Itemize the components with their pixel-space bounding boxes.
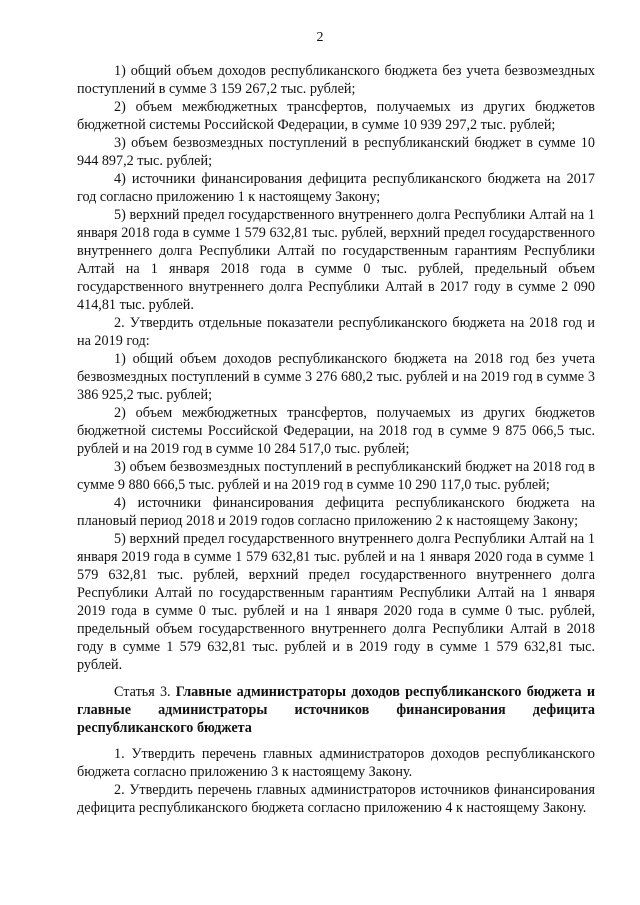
paragraph-deficit-sources-2018-2019: 4) источники финансирования дефицита республиканского бюджета на плановый период 2018 и 2019 годов согласно приложению 2 к настоящему Закону; bbox=[77, 495, 595, 529]
document-body bbox=[77, 62, 595, 817]
article-heading bbox=[77, 683, 595, 737]
paragraph-gratuitous-receipts-2018-2019: 3) объем безвозмездных поступлений в республиканский бюджет на 2018 год в сумме 9 880 666,5 тыс. рублей и на 2019 год в сумме 10 290 117,0 тыс. рублей; bbox=[77, 459, 595, 493]
paragraph-revenue-administrators: 1. Утвердить перечень главных администраторов доходов республиканского бюджета согласно приложению 3 к настоящему Закону. bbox=[77, 746, 595, 780]
page-number: 2 bbox=[316, 30, 324, 45]
paragraph-approve-2018-2019: 2. Утвердить отдельные показатели республиканского бюджета на 2018 год и на 2019 год: bbox=[77, 315, 595, 349]
paragraph-debt-limit-2018-2019: 5) верхний предел государственного внутреннего долга Республики Алтай на 1 января 2019 года в сумме 1 579 632,81 тыс. рублей и на 1 января 2020 года в сумме 1 579 632,81 тыс. рублей, верхний предел государственного внутреннего долга Республики Алтай по государственным гарантиям Республики Алтай на 1 января 2019 года в сумме 0 тыс. рублей и на 1 января 2020 года в сумме 0 тыс. рублей, предельный объем государственного внутреннего долга Республики Алтай в 2018 году в сумме 1 579 632,81 тыс. рублей и в 2019 году в сумме 1 579 632,81 тыс. рублей. bbox=[77, 531, 595, 673]
paragraph-total-revenue-2017: 1) общий объем доходов республиканского бюджета без учета безвозмездных поступлений в сумме 3 159 267,2 тыс. рублей; bbox=[77, 63, 595, 97]
paragraph-total-revenue-2018-2019: 1) общий объем доходов республиканского бюджета на 2018 год без учета безвозмездных поступлений в сумме 3 276 680,2 тыс. рублей и на 2019 год в сумме 3 386 925,2 тыс. рублей; bbox=[77, 351, 595, 403]
paragraph-deficit-administrators: 2. Утвердить перечень главных администраторов источников финансирования дефицита республиканского бюджета согласно приложению 4 к настоящему Закону. bbox=[77, 782, 595, 816]
article-number: Статья 3. bbox=[114, 684, 176, 700]
paragraph-interbudget-transfers-2017: 2) объем межбюджетных трансфертов, получаемых из других бюджетов бюджетной системы Российской Федерации, в сумме 10 939 297,2 тыс. рублей; bbox=[77, 99, 595, 133]
paragraph-interbudget-transfers-2018-2019: 2) объем межбюджетных трансфертов, получаемых из других бюджетов бюджетной системы Российской Федерации, на 2018 год в сумме 9 875 066,5 тыс. рублей и на 2019 год в сумме 10 284 517,0 тыс. рублей; bbox=[77, 405, 595, 457]
paragraph-deficit-sources-2017: 4) источники финансирования дефицита республиканского бюджета на 2017 год согласно приложению 1 к настоящему Закону; bbox=[77, 171, 595, 205]
article-title: Главные администраторы доходов республиканского бюджета и главные администраторы источников финансирования дефицита республиканского бюджета bbox=[77, 684, 596, 736]
paragraph-gratuitous-receipts-2017: 3) объем безвозмездных поступлений в республиканский бюджет в сумме 10 944 897,2 тыс. рублей; bbox=[77, 135, 595, 169]
paragraph-debt-limit-2017: 5) верхний предел государственного внутреннего долга Республики Алтай на 1 января 2018 года в сумме 1 579 632,81 тыс. рублей, верхний предел государственного внутреннего долга Республики Алтай по государственным гарантиям Республики Алтай на 1 января 2018 года в сумме 0 тыс. рублей, предельный объем государственного внутреннего долга Республики Алтай в 2017 году в сумме 2 090 414,81 тыс. рублей. bbox=[77, 207, 595, 313]
